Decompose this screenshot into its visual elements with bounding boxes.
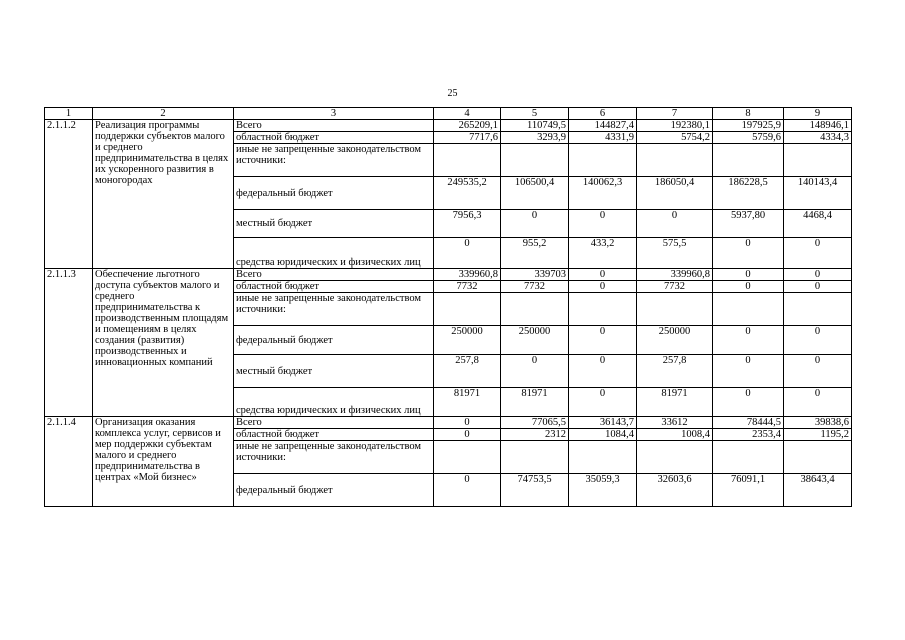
value-cell: 0 [784,269,852,281]
header-cell: 9 [784,108,852,120]
value-cell: 0 [569,210,637,238]
value-cell: 257,8 [434,355,501,388]
value-cell: 5754,2 [637,132,713,144]
header-cell: 2 [93,108,234,120]
value-cell: 0 [713,238,784,269]
value-cell: 250000 [637,326,713,355]
value-cell: 0 [637,210,713,238]
value-cell: 35059,3 [569,474,637,507]
value-cell: 81971 [434,388,501,417]
header-cell: 6 [569,108,637,120]
header-cell: 1 [45,108,93,120]
value-cell: 1084,4 [569,429,637,441]
value-cell: 1008,4 [637,429,713,441]
row-label: областной бюджет [234,429,434,441]
value-cell: 1195,2 [784,429,852,441]
section-code: 2.1.1.3 [45,269,93,417]
value-cell: 0 [784,388,852,417]
section-name: Организация оказания комплекса услуг, сервисов и мер поддержки субъектам малого и среднего предпринимательства в центрах «Мой бизнес» [93,417,234,507]
value-cell: 0 [784,355,852,388]
value-cell: 265209,1 [434,120,501,132]
value-cell: 0 [569,281,637,293]
header-cell: 7 [637,108,713,120]
value-cell: 140062,3 [569,177,637,210]
value-cell: 76091,1 [713,474,784,507]
value-cell [784,144,852,177]
header-row [45,108,852,120]
row-label: средства юридических и физических лиц [234,388,434,417]
value-cell: 32603,6 [637,474,713,507]
value-cell: 3293,9 [501,132,569,144]
value-cell: 7732 [434,281,501,293]
value-cell: 0 [784,281,852,293]
value-cell [713,144,784,177]
value-cell [569,293,637,326]
row-label: областной бюджет [234,132,434,144]
value-cell: 257,8 [637,355,713,388]
page-number: 25 [447,88,458,99]
value-cell: 39838,6 [784,417,852,429]
value-cell: 186228,5 [713,177,784,210]
value-cell: 0 [713,326,784,355]
row-label: Всего [234,120,434,132]
section-name: Реализация программы поддержки субъектов малого и среднего предпринимательства в целях их ускоренного развития в моногородах [93,120,234,269]
value-cell: 0 [569,388,637,417]
value-cell: 186050,4 [637,177,713,210]
value-cell: 81971 [501,388,569,417]
value-cell [434,441,501,474]
header-cell: 3 [234,108,434,120]
value-cell [637,144,713,177]
value-cell: 110749,5 [501,120,569,132]
row-label: Всего [234,417,434,429]
row-label: иные не запрещенные законодательством источники: [234,293,434,326]
value-cell [713,441,784,474]
value-cell: 106500,4 [501,177,569,210]
value-cell [501,144,569,177]
value-cell: 74753,5 [501,474,569,507]
value-cell: 78444,5 [713,417,784,429]
row-label: федеральный бюджет [234,326,434,355]
value-cell: 0 [713,388,784,417]
value-cell: 0 [713,281,784,293]
value-cell: 192380,1 [637,120,713,132]
value-cell: 433,2 [569,238,637,269]
value-cell: 0 [434,474,501,507]
row-label: средства юридических и физических лиц [234,238,434,269]
value-cell: 0 [713,269,784,281]
value-cell: 4334,3 [784,132,852,144]
value-cell: 955,2 [501,238,569,269]
value-cell: 5759,6 [713,132,784,144]
row-label: федеральный бюджет [234,177,434,210]
row-label: областной бюджет [234,281,434,293]
row-label: местный бюджет [234,210,434,238]
value-cell: 339703 [501,269,569,281]
value-cell: 197925,9 [713,120,784,132]
value-cell: 144827,4 [569,120,637,132]
header-cell: 8 [713,108,784,120]
value-cell: 2353,4 [713,429,784,441]
row-label: иные не запрещенные законодательством источники: [234,144,434,177]
value-cell: 575,5 [637,238,713,269]
value-cell: 77065,5 [501,417,569,429]
value-cell: 140143,4 [784,177,852,210]
value-cell: 5937,80 [713,210,784,238]
value-cell: 7732 [637,281,713,293]
value-cell: 33612 [637,417,713,429]
value-cell [434,293,501,326]
value-cell [501,441,569,474]
budget-table [44,107,852,507]
value-cell [434,144,501,177]
value-cell: 0 [713,355,784,388]
value-cell: 0 [569,269,637,281]
header-cell: 4 [434,108,501,120]
value-cell [713,293,784,326]
value-cell: 339960,8 [637,269,713,281]
value-cell: 0 [784,238,852,269]
section-code: 2.1.1.2 [45,120,93,269]
row-label: местный бюджет [234,355,434,388]
value-cell: 38643,4 [784,474,852,507]
value-cell: 0 [569,326,637,355]
value-cell [637,293,713,326]
value-cell: 4468,4 [784,210,852,238]
table-row [45,269,852,281]
value-cell: 7956,3 [434,210,501,238]
header-cell: 5 [501,108,569,120]
value-cell: 0 [434,238,501,269]
value-cell [784,293,852,326]
section-name: Обеспечение льготного доступа субъектов малого и среднего предпринимательства к производственным площадям и помещениям в целях создания (развития) производственных и инновационных компаний [93,269,234,417]
value-cell: 0 [569,355,637,388]
value-cell: 0 [434,429,501,441]
row-label: иные не запрещенные законодательством источники: [234,441,434,474]
value-cell: 7732 [501,281,569,293]
value-cell: 0 [501,210,569,238]
value-cell [637,441,713,474]
value-cell: 4331,9 [569,132,637,144]
value-cell: 148946,1 [784,120,852,132]
value-cell: 0 [784,326,852,355]
row-label: Всего [234,269,434,281]
value-cell: 249535,2 [434,177,501,210]
value-cell: 0 [434,417,501,429]
value-cell: 7717,6 [434,132,501,144]
row-label: федеральный бюджет [234,474,434,507]
table-row [45,120,852,132]
value-cell: 0 [501,355,569,388]
section-code: 2.1.1.4 [45,417,93,507]
value-cell: 81971 [637,388,713,417]
value-cell [501,293,569,326]
value-cell: 250000 [434,326,501,355]
value-cell: 36143,7 [569,417,637,429]
value-cell: 250000 [501,326,569,355]
value-cell [569,441,637,474]
table-row [45,417,852,429]
value-cell [784,441,852,474]
value-cell: 2312 [501,429,569,441]
value-cell [569,144,637,177]
value-cell: 339960,8 [434,269,501,281]
